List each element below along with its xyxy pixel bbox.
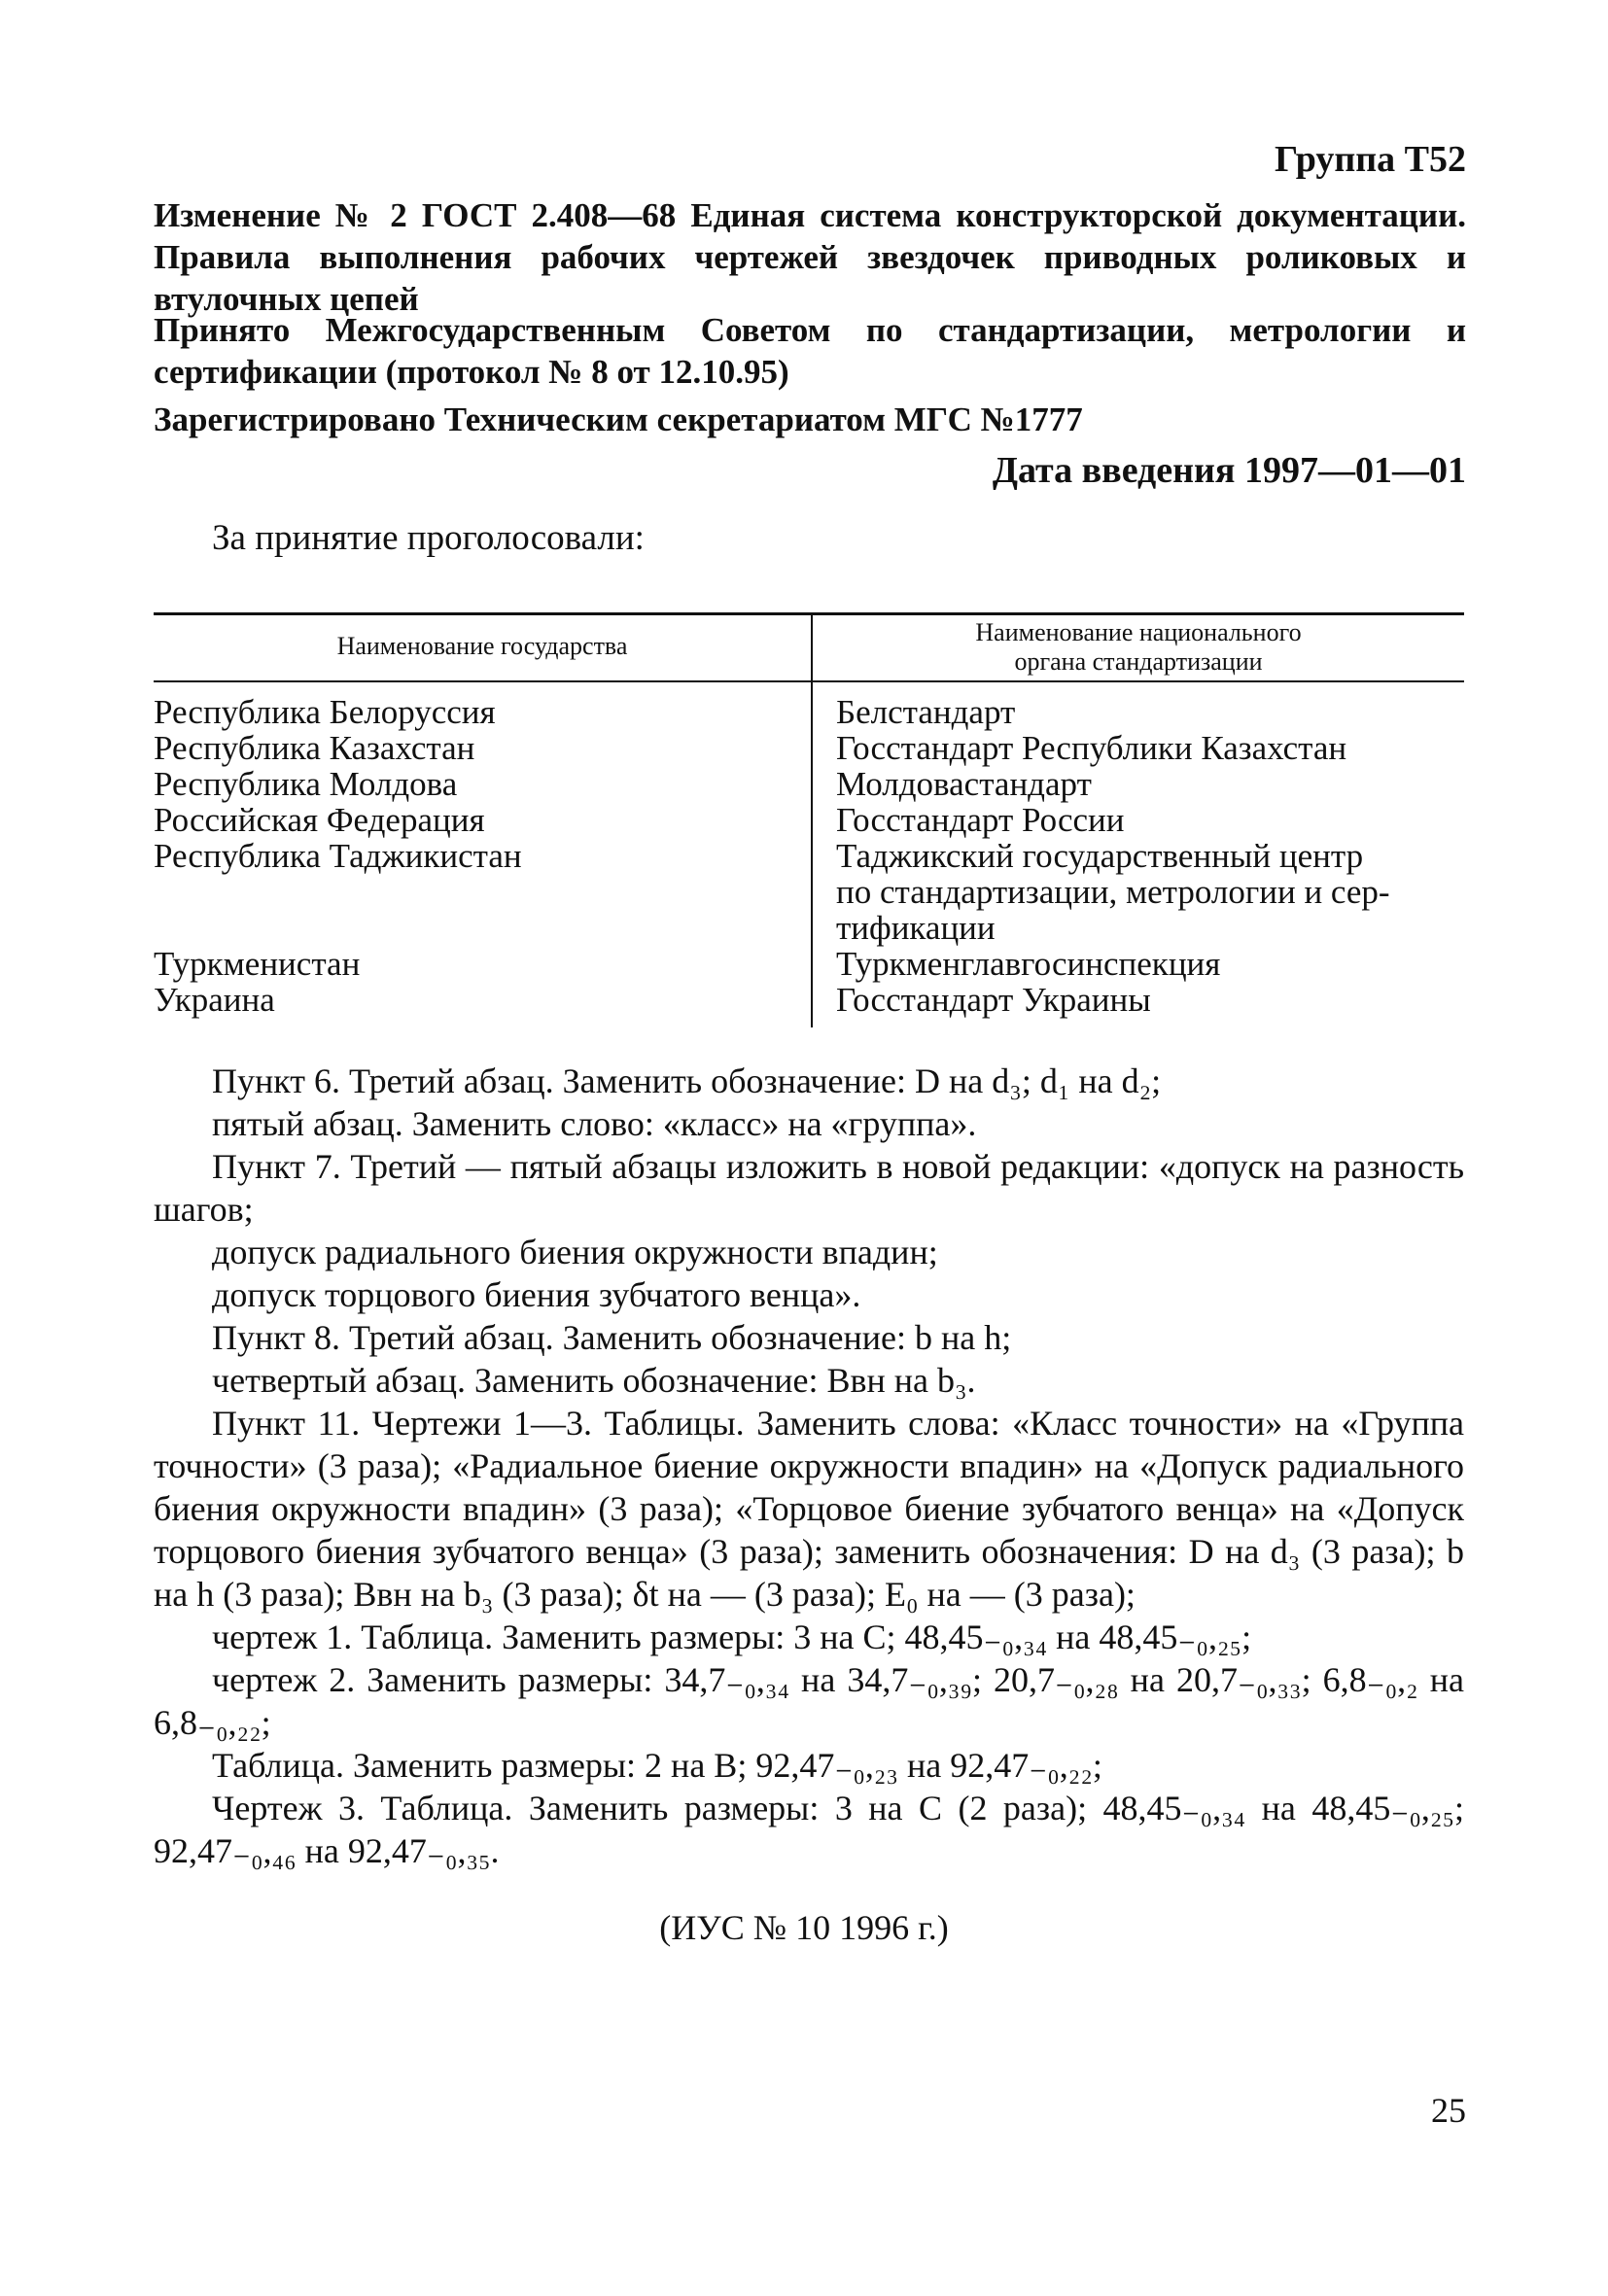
table-header-body-line2: органа стандартизации	[1014, 647, 1263, 676]
paragraph: чертеж 1. Таблица. Заменить размеры: 3 на C; 48,45₋₀,₃₄ на 48,45₋₀,₂₅;	[212, 1618, 1252, 1656]
registration-note: Зарегистрировано Техническим секретариатом МГС №1777	[154, 400, 1083, 438]
table-cell-state: Российская Федерация	[154, 801, 485, 839]
paragraph: допуск радиального биения окружности впадин;	[212, 1233, 938, 1271]
paragraph: Пункт 11. Чертежи 1—3. Таблицы. Заменить слова: «Класс точности» на «Группа точности» (3 раза); «Радиальное биение окружности впадин» на «Допуск радиального биения окружности впадин» (3 раза); «Торцовое биение зубчатого венца» на «Допуск торцового биения зубчатого венца» (3 раза); заменить обозначения: D на d₃ (3 раза); b на h (3 раза); Bвн на b₃ (3 раза); δt на — (3 раза); E₀ на — (3 раза);	[154, 1404, 1464, 1614]
table-cell-state: Республика Молдова	[154, 765, 458, 803]
table-cell-body: Таджикский государственный центр	[836, 837, 1364, 875]
table-cell-body: Белстандарт	[836, 693, 1016, 731]
table-cell-state: Республика Таджикистан	[154, 837, 522, 875]
table-cell-state: Туркменистан	[154, 945, 361, 983]
table-header-body	[813, 618, 1464, 677]
table-cell-body: Молдовастандарт	[836, 765, 1092, 803]
table-header-rule	[154, 680, 1464, 682]
table-cell-body: по стандартизации, метрологии и сер-	[836, 873, 1390, 911]
paragraph: пятый абзац. Заменить слово: «класс» на «группа».	[212, 1104, 977, 1143]
document-title: Изменение № 2 ГОСТ 2.408—68 Единая система конструкторской документации. Правила выполнения рабочих чертежей звездочек приводных роликовых и втулочных цепей	[154, 196, 1466, 318]
table-cell-body: Госстандарт Украины	[836, 981, 1151, 1019]
table-header-state: Наименование государства	[336, 632, 628, 660]
paragraph: допуск торцового биения зубчатого венца».	[212, 1275, 861, 1314]
introduction-date: Дата введения 1997—01—01	[992, 450, 1466, 491]
table-header-body-line1: Наименование национального	[975, 618, 1302, 646]
paragraph: Пункт 8. Третий абзац. Заменить обозначение: b на h;	[212, 1318, 1012, 1357]
adoption-note: Принято Межгосударственным Советом по стандартизации, метрологии и сертификации (протокол № 8 от 12.10.95)	[154, 311, 1466, 391]
paragraph: Пункт 7. Третий — пятый абзацы изложить в новой редакции: «допуск на разность шагов;	[154, 1147, 1464, 1229]
ius-reference: (ИУС № 10 1996 г.)	[659, 1908, 949, 1947]
table-top-rule	[154, 612, 1464, 615]
paragraph: четвертый абзац. Заменить обозначение: Bвн на b₃.	[212, 1361, 976, 1400]
paragraph: чертеж 2. Заменить размеры: 34,7₋₀,₃₄ на 34,7₋₀,₃₉; 20,7₋₀,₂₈ на 20,7₋₀,₃₃; 6,8₋₀,₂ на 6,8₋₀,₂₂;	[154, 1660, 1464, 1742]
paragraph: Чертеж 3. Таблица. Заменить размеры: 3 на C (2 раза); 48,45₋₀,₃₄ на 48,45₋₀,₂₅; 92,47₋₀,₄₆ на 92,47₋₀,₃₅.	[154, 1789, 1464, 1870]
table-cell-body: Госстандарт Республики Казахстан	[836, 729, 1347, 767]
paragraph: Таблица. Заменить размеры: 2 на B; 92,47₋₀,₂₃ на 92,47₋₀,₂₂;	[212, 1746, 1102, 1785]
group-label: Группа Т52	[1274, 139, 1466, 180]
table-cell-state: Республика Казахстан	[154, 729, 475, 767]
page-number: 25	[1431, 2091, 1466, 2130]
amendment-text	[154, 1060, 1464, 1872]
table-cell-body: тификации	[836, 909, 996, 947]
table-cell-body: Госстандарт России	[836, 801, 1125, 839]
paragraph: Пункт 6. Третий абзац. Заменить обозначение: D на d₃; d₁ на d₂;	[212, 1061, 1162, 1100]
table-cell-state: Республика Белоруссия	[154, 693, 496, 731]
table-cell-state: Украина	[154, 981, 275, 1019]
table-cell-body: Туркменглавгосинспекция	[836, 945, 1221, 983]
voting-intro: За принятие проголосовали:	[212, 518, 645, 558]
